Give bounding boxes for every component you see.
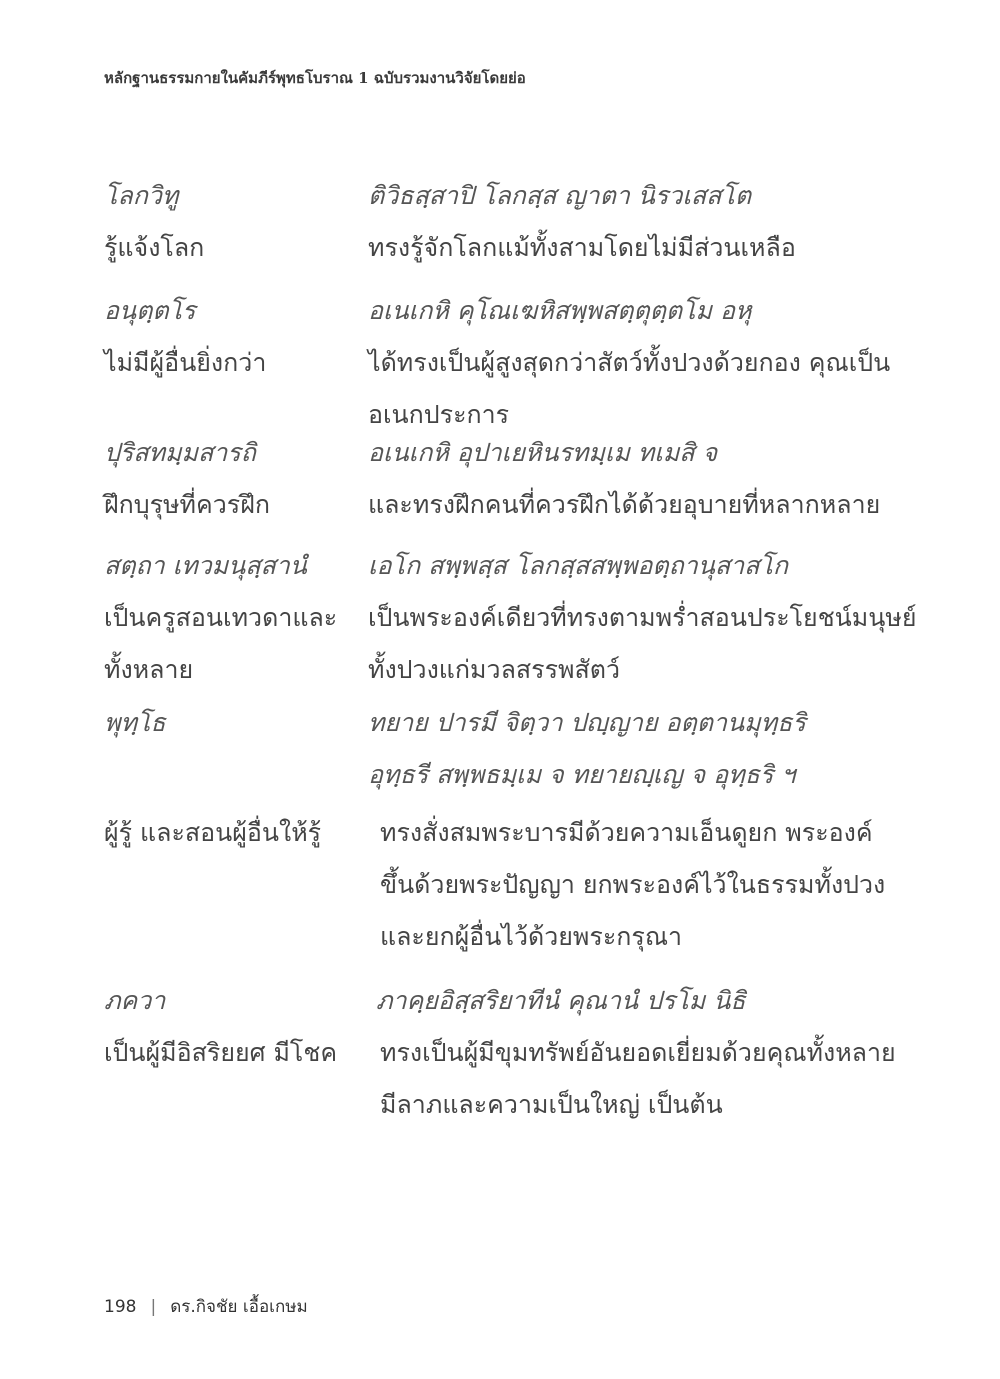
term-thai: รู้แจ้งโลก: [104, 233, 205, 262]
gloss-pali: ภาคฺยอิสฺสริยาทีนํ คุณานํ ปรโม นิธิ: [376, 986, 746, 1015]
gloss-pali: อุทฺธรี สพฺพธมฺเม จ ทยายญฺเญ จ อุทฺธริ ฯ: [368, 760, 796, 789]
term-pali: ปุริสทมฺมสารถิ: [104, 438, 256, 467]
gloss-column: [368, 285, 891, 441]
author-name: ดร.กิจชัย เอื้อเกษม: [170, 1297, 308, 1317]
gloss-thai: ได้ทรงเป็นผู้สูงสุดกว่าสัตว์ทั้งปวงด้วยกอง คุณเป็น: [368, 348, 891, 377]
term-column: [104, 427, 354, 531]
running-header: หลักฐานธรรมกายในคัมภีร์พุทธโบราณ 1 ฉบับรวมงานวิจัยโดยย่อ: [104, 69, 526, 87]
term-pali: สตฺถา เทวมนุสฺสานํ: [104, 551, 307, 580]
term-thai: ฝึกบุรุษที่ควรฝึก: [104, 490, 271, 519]
gloss-thai: ทรงรู้จักโลกแม้ทั้งสามโดยไม่มีส่วนเหลือ: [368, 233, 796, 262]
gloss-thai: ขึ้นด้วยพระปัญญา ยกพระองค์ไว้ในธรรมทั้งปวง: [380, 870, 886, 899]
gloss-thai: มีลาภและความเป็นใหญ่ เป็นต้น: [380, 1090, 723, 1119]
gloss-thai: และยกผู้อื่นไว้ด้วยพระกรุณา: [380, 922, 683, 951]
gloss-column: [368, 170, 888, 274]
page-number: 198: [104, 1297, 137, 1317]
term-pali: ภควา: [104, 986, 166, 1015]
gloss-column: [376, 975, 896, 1027]
gloss-column: [368, 540, 917, 696]
term-pali: อนุตฺตโร: [104, 296, 196, 325]
gloss-thai-column: [380, 807, 900, 963]
term-pali: พุทฺโธ: [104, 708, 166, 737]
gloss-thai: เป็นพระองค์เดียวที่ทรงตามพร่ำสอนประโยชน์มนุษย์: [368, 603, 917, 632]
term-thai: ผู้รู้ และสอนผู้อื่นให้รู้: [104, 818, 322, 847]
term-column: [104, 170, 354, 274]
term-column: [104, 697, 354, 859]
gloss-thai-column: [380, 1027, 900, 1131]
gloss-pali: ทยาย ปารมี จิตฺวา ปญฺญาย อตฺตานมุทฺธริ: [368, 708, 806, 737]
term-pali: โลกวิทู: [104, 181, 179, 210]
gloss-thai: อเนกประการ: [368, 400, 510, 429]
gloss-thai: และทรงฝึกคนที่ควรฝึกได้ด้วยอุบายที่หลากหลาย: [368, 490, 881, 519]
term-thai: เป็นผู้มีอิสริยยศ มีโชค: [104, 1038, 338, 1067]
gloss-column: [368, 697, 888, 801]
gloss-thai: ทรงสั่งสมพระบารมีด้วยความเอ็นดูยก พระองค์: [380, 818, 873, 847]
gloss-thai: ทั้งปวงแก่มวลสรรพสัตว์: [368, 655, 621, 684]
term-column: [104, 285, 354, 389]
footer-separator: |: [150, 1297, 157, 1317]
term-thai: ทั้งหลาย: [104, 655, 194, 684]
gloss-thai: ทรงเป็นผู้มีขุมทรัพย์อันยอดเยี่ยมด้วยคุณทั้งหลาย: [380, 1038, 896, 1067]
term-thai: ไม่มีผู้อื่นยิ่งกว่า: [104, 348, 267, 377]
term-thai: เป็นครูสอนเทวดาและ: [104, 603, 338, 632]
page-footer: [104, 1293, 308, 1320]
term-column: [104, 975, 354, 1079]
gloss-pali: อเนเกหิ อุปาเยหินรทมฺเม ทเมสิ จ: [368, 438, 718, 467]
gloss-pali: เอโก สพฺพสฺส โลกสฺสสพฺพอตฺถานุสาสโก: [368, 551, 789, 580]
gloss-pali: อเนเกหิ คุโณเฆหิสพฺพสตฺตุตฺตโม อหุ: [368, 296, 752, 325]
gloss-column: [368, 427, 888, 531]
term-column: [104, 540, 354, 696]
gloss-pali: ติวิธสฺสาปิ โลกสฺส ญาตา นิรวเสสโต: [368, 181, 752, 210]
